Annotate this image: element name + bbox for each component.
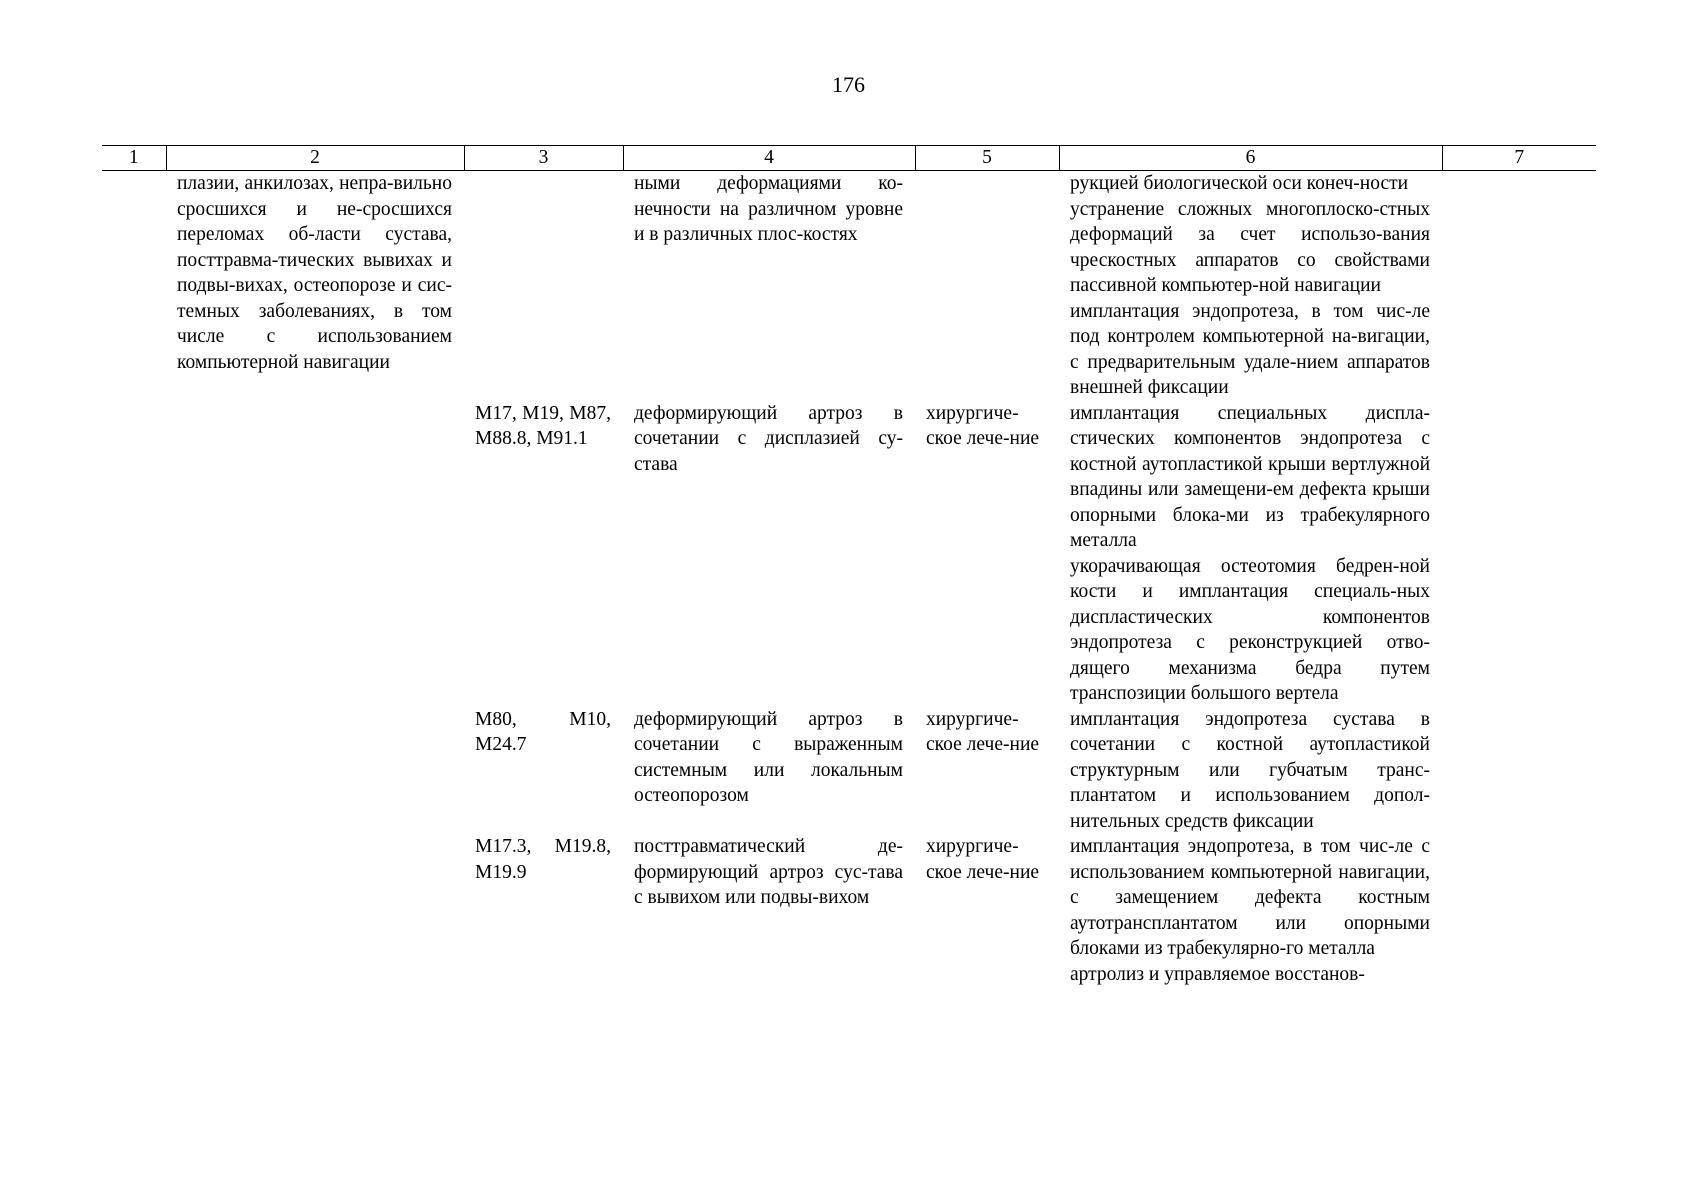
cell-diagnosis: деформирующий артроз в сочетании с выраженным системным или локальным остеопорозом [634,708,903,806]
cell-diagnosis: посттравматический де-формирующий артроз сус-тава с вывихом или подвы-вихом [634,836,903,908]
table-row-continuation [102,171,1596,401]
cell-methods [1059,401,1442,707]
column-header-2: 2 [166,146,464,171]
method-text: устранение сложных многоплоско-стных деформаций за счет использо-вания чрескостных аппаратов со свойствами пассивной компьютер-ной навигации [1070,198,1430,296]
method-text: укорачивающая остеотомия бедрен-ной кости и имплантация специаль-ных диспластических компонентов эндопротеза с реконструкцией отво-дящего механизма бедра путем транспозиции большого вертела [1070,555,1430,704]
cell-codes [464,171,623,401]
method-text: имплантация эндопротеза сустава в сочетании с костной аутопластикой структурным или губчатым транс-плантатом и использованием допол-нительных средств фиксации [1070,708,1430,832]
method-text: имплантация эндопротеза, в том чис-ле с использованием компьютерной навигации, с замещением дефекта костным аутотрансплантатом или опорными блоками из трабекулярно-го металла [1070,836,1430,959]
column-header-4: 4 [623,146,915,171]
header-row [102,146,1596,171]
column-header-5: 5 [915,146,1059,171]
cell-diagnosis: ными деформациями ко-нечности на различном уровне и в различных плос-костях [634,173,903,245]
method-text: имплантация эндопротеза, в том чис-ле под контролем компьютерной на-вигации, с предварительным удале-нием аппаратов внешней фиксации [1070,300,1430,398]
column-header-7: 7 [1442,146,1596,171]
column-header-6: 6 [1059,146,1442,171]
page-number: 176 [832,72,865,97]
table-row [102,401,1596,707]
method-text: рукцией биологической оси конеч-ности [1070,173,1409,194]
cell-number [102,171,166,401]
cell-treatment: хирургиче-ское лече-ние [926,402,1040,449]
method-text: артролиз и управляемое восстанов- [1070,963,1365,985]
cell-notes [1442,171,1596,401]
cell-condition: плазии, анкилозах, непра-вильно сросшихся и не-сросшихся переломах об-ласти сустава, посттравма-тических вывихах и подвы-вихах, остеопорозе и сис-темных заболеваниях, в том числе с использованием компьютерной навигации [177,173,452,373]
cell-treatment [915,171,1059,401]
procedures-table [102,145,1596,987]
cell-methods [1059,171,1442,401]
column-header-3: 3 [464,146,623,171]
table-row [102,834,1596,987]
column-header-1: 1 [102,146,166,171]
cell-methods [1059,707,1442,835]
cell-codes: M80, M10, M24.7 [475,708,611,755]
cell-diagnosis: деформирующий артроз в сочетании с дисплазией су-става [634,402,903,475]
cell-codes: M17, M19, M87, M88.8, M91.1 [475,402,611,449]
cell-codes: M17.3, M19.8, M19.9 [475,836,611,883]
cell-treatment: хирургиче-ское лече-ние [926,708,1040,755]
cell-methods [1059,834,1442,987]
cell-treatment: хирургиче-ское лече-ние [926,836,1040,883]
method-text: имплантация специальных диспла-стических компонентов эндопротеза с костной аутопластикой крыши вертлужной впадины или замещени-ем дефекта крыши опорными блока-ми из трабекулярного металла [1070,402,1430,551]
table-row [102,707,1596,835]
